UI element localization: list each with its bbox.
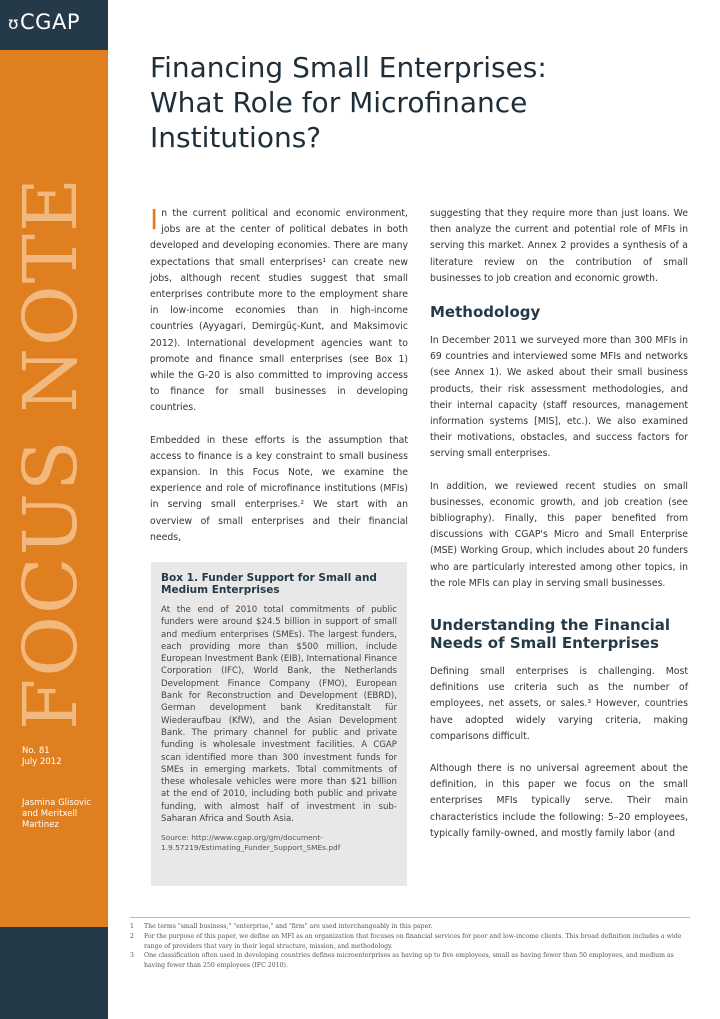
paragraph: Although there is no universal agreement about the definition, in this paper we focus on the small enterprises MFIs typically serve. Their main characteristics include the following: 5–20 employees, typically family-owned, and mostly family labor (and [430, 763, 688, 839]
footnote [130, 932, 690, 952]
box-title: Box 1. Funder Support for Small and Medium Enterprises [161, 572, 377, 596]
box-source: Source: http://www.cgap.org/gm/document-1.9.57219/Estimating_Funder_Support_SMEs.pdf [161, 833, 341, 853]
right-column [430, 206, 688, 858]
footnote [130, 922, 690, 932]
series-title: FOCUS NOTE [8, 175, 94, 730]
intro-text: n the current political and economic environment, jobs are at the center of political debates in both developed and developing economies. There are many expectations that small enterprises¹ can create new jobs, although recent studies suggest that small enterprises contribute more to the employment share in low-income economies than in high-income countries (Ayyagari, Demirgüç-Kunt, and Maksimovic 2012). International development agencies want to promote and finance small enterprises (see Box 1) while the G-20 is also committed to improving access to finance for small businesses in developing countries. [150, 208, 408, 414]
section-heading-methodology: Methodology [430, 303, 541, 322]
left-column [150, 203, 408, 562]
sidebar-bottom-band [0, 927, 108, 1019]
paragraph: Embedded in these efforts is the assumption that access to finance is a key constraint to small business expansion. In this Focus Note, we examine the experience and role of microfinance institutions (MFIs) in serving small enterprises.² We start with an overview of small enterprises and their financial needs, [150, 434, 408, 543]
heading-line: Understanding the Financial [430, 616, 670, 635]
footnote-text: The terms "small business," "enterprise," and "firm" are used interchangeably in this paper. [144, 923, 433, 930]
sidebar-band [0, 0, 108, 1019]
paragraph: In December 2011 we surveyed more than 300 MFIs in 69 countries and interviewed some MFIs and networks (see Annex 1). We asked about their small business products, their risk assessment methodologies, and their internal capacity (staff resources, management information systems [MIS], etc.). We also examined their motivations, obstacles, and success factors for serving small enterprises. [430, 335, 688, 460]
section-heading-financial-needs [430, 616, 688, 652]
page-title [150, 50, 690, 155]
paragraph: suggesting that they require more than just loans. We then analyze the current and potential role of MFIs in serving this market. Annex 2 provides a synthesis of a literature review on the contribution of small businesses to job creation and economic growth. [430, 208, 688, 284]
issue-number: No. 81 [22, 746, 50, 756]
paragraph: Defining small enterprises is challenging. Most definitions use criteria such as the number of employees, net assets, or sales.³ However, countries have adopted widely varying criteria, making comparisons difficult. [430, 666, 688, 742]
issue-date: July 2012 [22, 757, 62, 767]
funder-support-box [151, 562, 407, 886]
footnote-number: 3 [130, 952, 134, 960]
author-line: and Meritxell [22, 809, 78, 819]
authors [22, 798, 102, 831]
footnote [130, 951, 690, 971]
title-line: What Role for Microfinance [150, 86, 528, 119]
author-line: Jasmina Glisovic [22, 798, 92, 808]
footnote-divider [130, 917, 690, 918]
footnote-number: 1 [130, 923, 134, 930]
issue-info [22, 746, 62, 768]
footnotes [130, 922, 690, 971]
cgap-logo-icon: ʊ [8, 14, 20, 34]
footnote-number: 2 [130, 932, 134, 940]
cgap-logo-text: CGAP [20, 10, 80, 34]
drop-cap: I [150, 203, 159, 236]
title-line: Institutions? [150, 121, 322, 154]
footnote-text: One classification often used in developing countries defines microenterprises as having up to five employees, small as having fewer than 50 employees, and medium as having fewer than 250 employees (IFC 2010). [144, 952, 674, 970]
cgap-logo [8, 10, 80, 34]
intro-paragraph [150, 203, 408, 417]
title-line: Financing Small Enterprises: [150, 51, 547, 84]
heading-line: Needs of Small Enterprises [430, 634, 659, 653]
footnote-text: For the purpose of this paper, we define an MFI as an organization that focuses on financial services for poor and low-income clients. This broad definition includes a wide range of providers that vary in their legal structure, mission, and methodology. [144, 932, 682, 950]
author-line: Martinez [22, 820, 59, 830]
box-body: At the end of 2010 total commitments of public funders were around $24.5 billion in support of small and medium enterprises (SMEs). The largest funders, each providing more than $500 million, include European Investment Bank (EIB), International Finance Corporation (IFC), World Bank, the Netherlands Development Finance Company (FMO), European Bank for Reconstruction and Development (EBRD), German development bank Kreditanstalt für Wiederaufbau (KfW), and the Asian Development Bank. The primary channel for public and private funding is wholesale investment facilities. A CGAP scan identified more than 300 investment funds for SMEs in emerging markets. Total commitments of these wholesale vehicles were more than $21 billion at the end of 2010, including both public and private funding, with almost half of investment in sub-Saharan Africa and South Asia. [161, 605, 397, 825]
paragraph: In addition, we reviewed recent studies on small businesses, economic growth, and job creation (see bibliography). Finally, this paper benefited from discussions with CGAP's Micro and Small Enterprise (MSE) Working Group, which includes about 20 funders who are particularly interested among other topics, in the role MFIs can play in serving small businesses. [430, 480, 688, 589]
